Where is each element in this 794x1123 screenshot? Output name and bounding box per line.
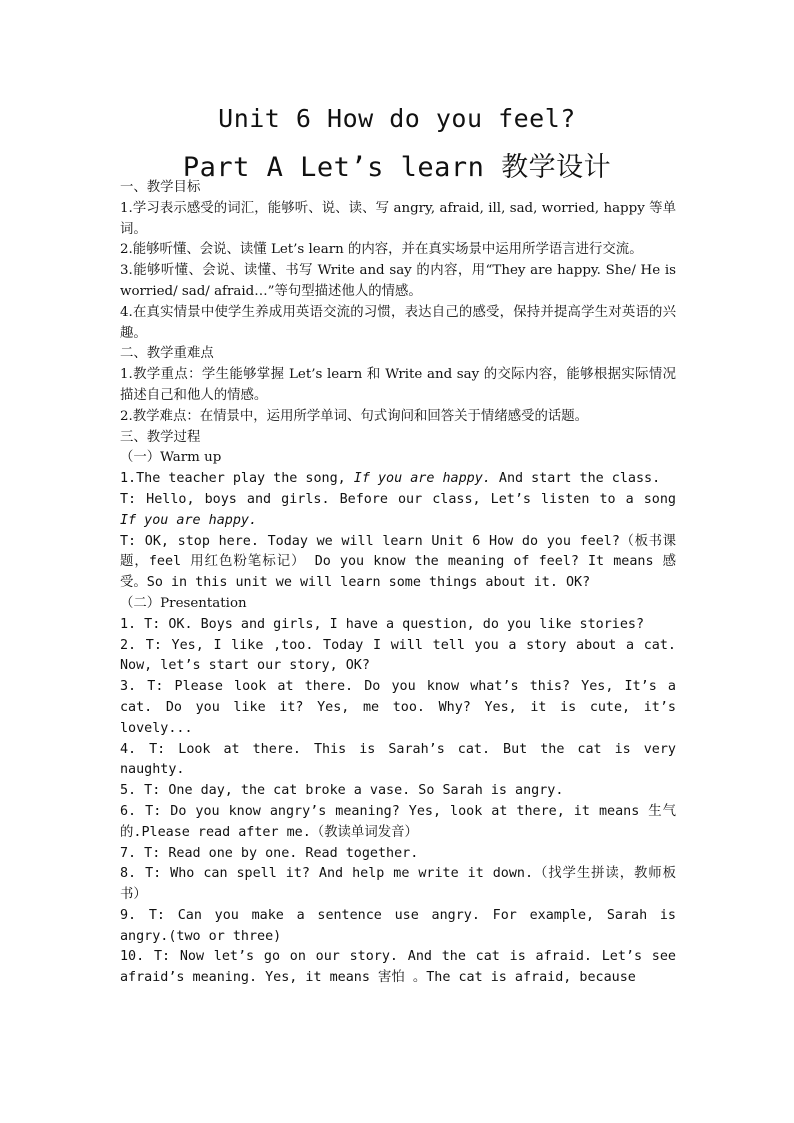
section-heading: 一、教学目标	[120, 180, 201, 195]
subsection-heading: （二）Presentation	[120, 595, 247, 611]
procedure-step: 8. T: Who can spell it? And help me write it down.（找学生拼读，教师板书）	[120, 866, 676, 903]
objective-item: 3.能够听懂、会说、读懂、书写 Write and say 的内容，用“They are happy. She/ He is worried/ sad/ afraid…”等句型描述他人的情感。	[120, 263, 676, 299]
procedure-step: 4. T: Look at there. This is Sarah’s cat. But the cat is very naughty.	[120, 741, 676, 778]
document-title: Unit 6 How do you feel?	[218, 104, 576, 133]
focus-item: 2.教学难点：在情景中，运用所学单词、句式询问和回答关于情绪感受的话题。	[120, 408, 589, 424]
procedure-step: 3. T: Please look at there. Do you know what’s this? Yes, It’s a cat. Do you like it? Yes, me too. Why? Yes, it is cute, it’s lovely...	[120, 679, 676, 736]
procedure-step: 7. T: Read one by one. Read together.	[120, 845, 419, 861]
objective-item: 4.在真实情景中使学生养成用英语交流的习惯，表达自己的感受，保持并提高学生对英语的兴趣。	[120, 304, 676, 341]
procedure-step: T: OK, stop here. Today we will learn Unit 6 How do you feel?（板书课题，feel 用红色粉笔标记） Do you know the meaning of feel? It means 感受。So in this unit we will learn some things about it. OK?	[120, 533, 676, 591]
section-heading: 二、教学重难点	[120, 346, 214, 362]
procedure-step: 5. T: One day, the cat broke a vase. So Sarah is angry.	[120, 783, 564, 799]
procedure-step: 2. T: Yes, I like ,too. Today I will tell you a story about a cat. Now, let’s start our story, OK?	[120, 637, 676, 674]
objective-item: 2.能够听懂、会说、读懂 Let’s learn 的内容，并在真实场景中运用所学语言进行交流。	[120, 242, 643, 258]
document-body	[120, 178, 676, 989]
procedure-step: 9. T: Can you make a sentence use angry. For example, Sarah is angry.(two or three)	[120, 907, 676, 944]
procedure-step: T: Hello, boys and girls. Before our class, Let’s listen to a song If you are happy.	[120, 491, 676, 528]
document-subtitle: Part A Let’s learn 教学设计	[182, 152, 612, 183]
objective-item: 1.学习表示感受的词汇，能够听、说、读、写 angry, afraid, ill, sad, worried, happy 等单词。	[120, 200, 676, 237]
procedure-step: 10. T: Now let’s go on our story. And the cat is afraid. Let’s see afraid’s meaning. Yes, it means 害怕 。The cat is afraid, because	[120, 949, 676, 986]
procedure-step: 1.The teacher play the song, If you are happy. And start the class.	[120, 471, 661, 487]
procedure-step: 6. T: Do you know angry’s meaning? Yes, look at there, it means 生气的.Please read after me.（教读单词发音）	[120, 803, 676, 840]
procedure-step: 1. T: OK. Boys and girls, I have a question, do you like stories?	[120, 616, 645, 632]
subsection-heading: （一）Warm up	[120, 450, 222, 466]
section-heading: 三、教学过程	[120, 429, 201, 445]
focus-item: 1.教学重点：学生能够掌握 Let’s learn 和 Write and say 的交际内容，能够根据实际情况描述自己和他人的情感。	[120, 367, 676, 403]
